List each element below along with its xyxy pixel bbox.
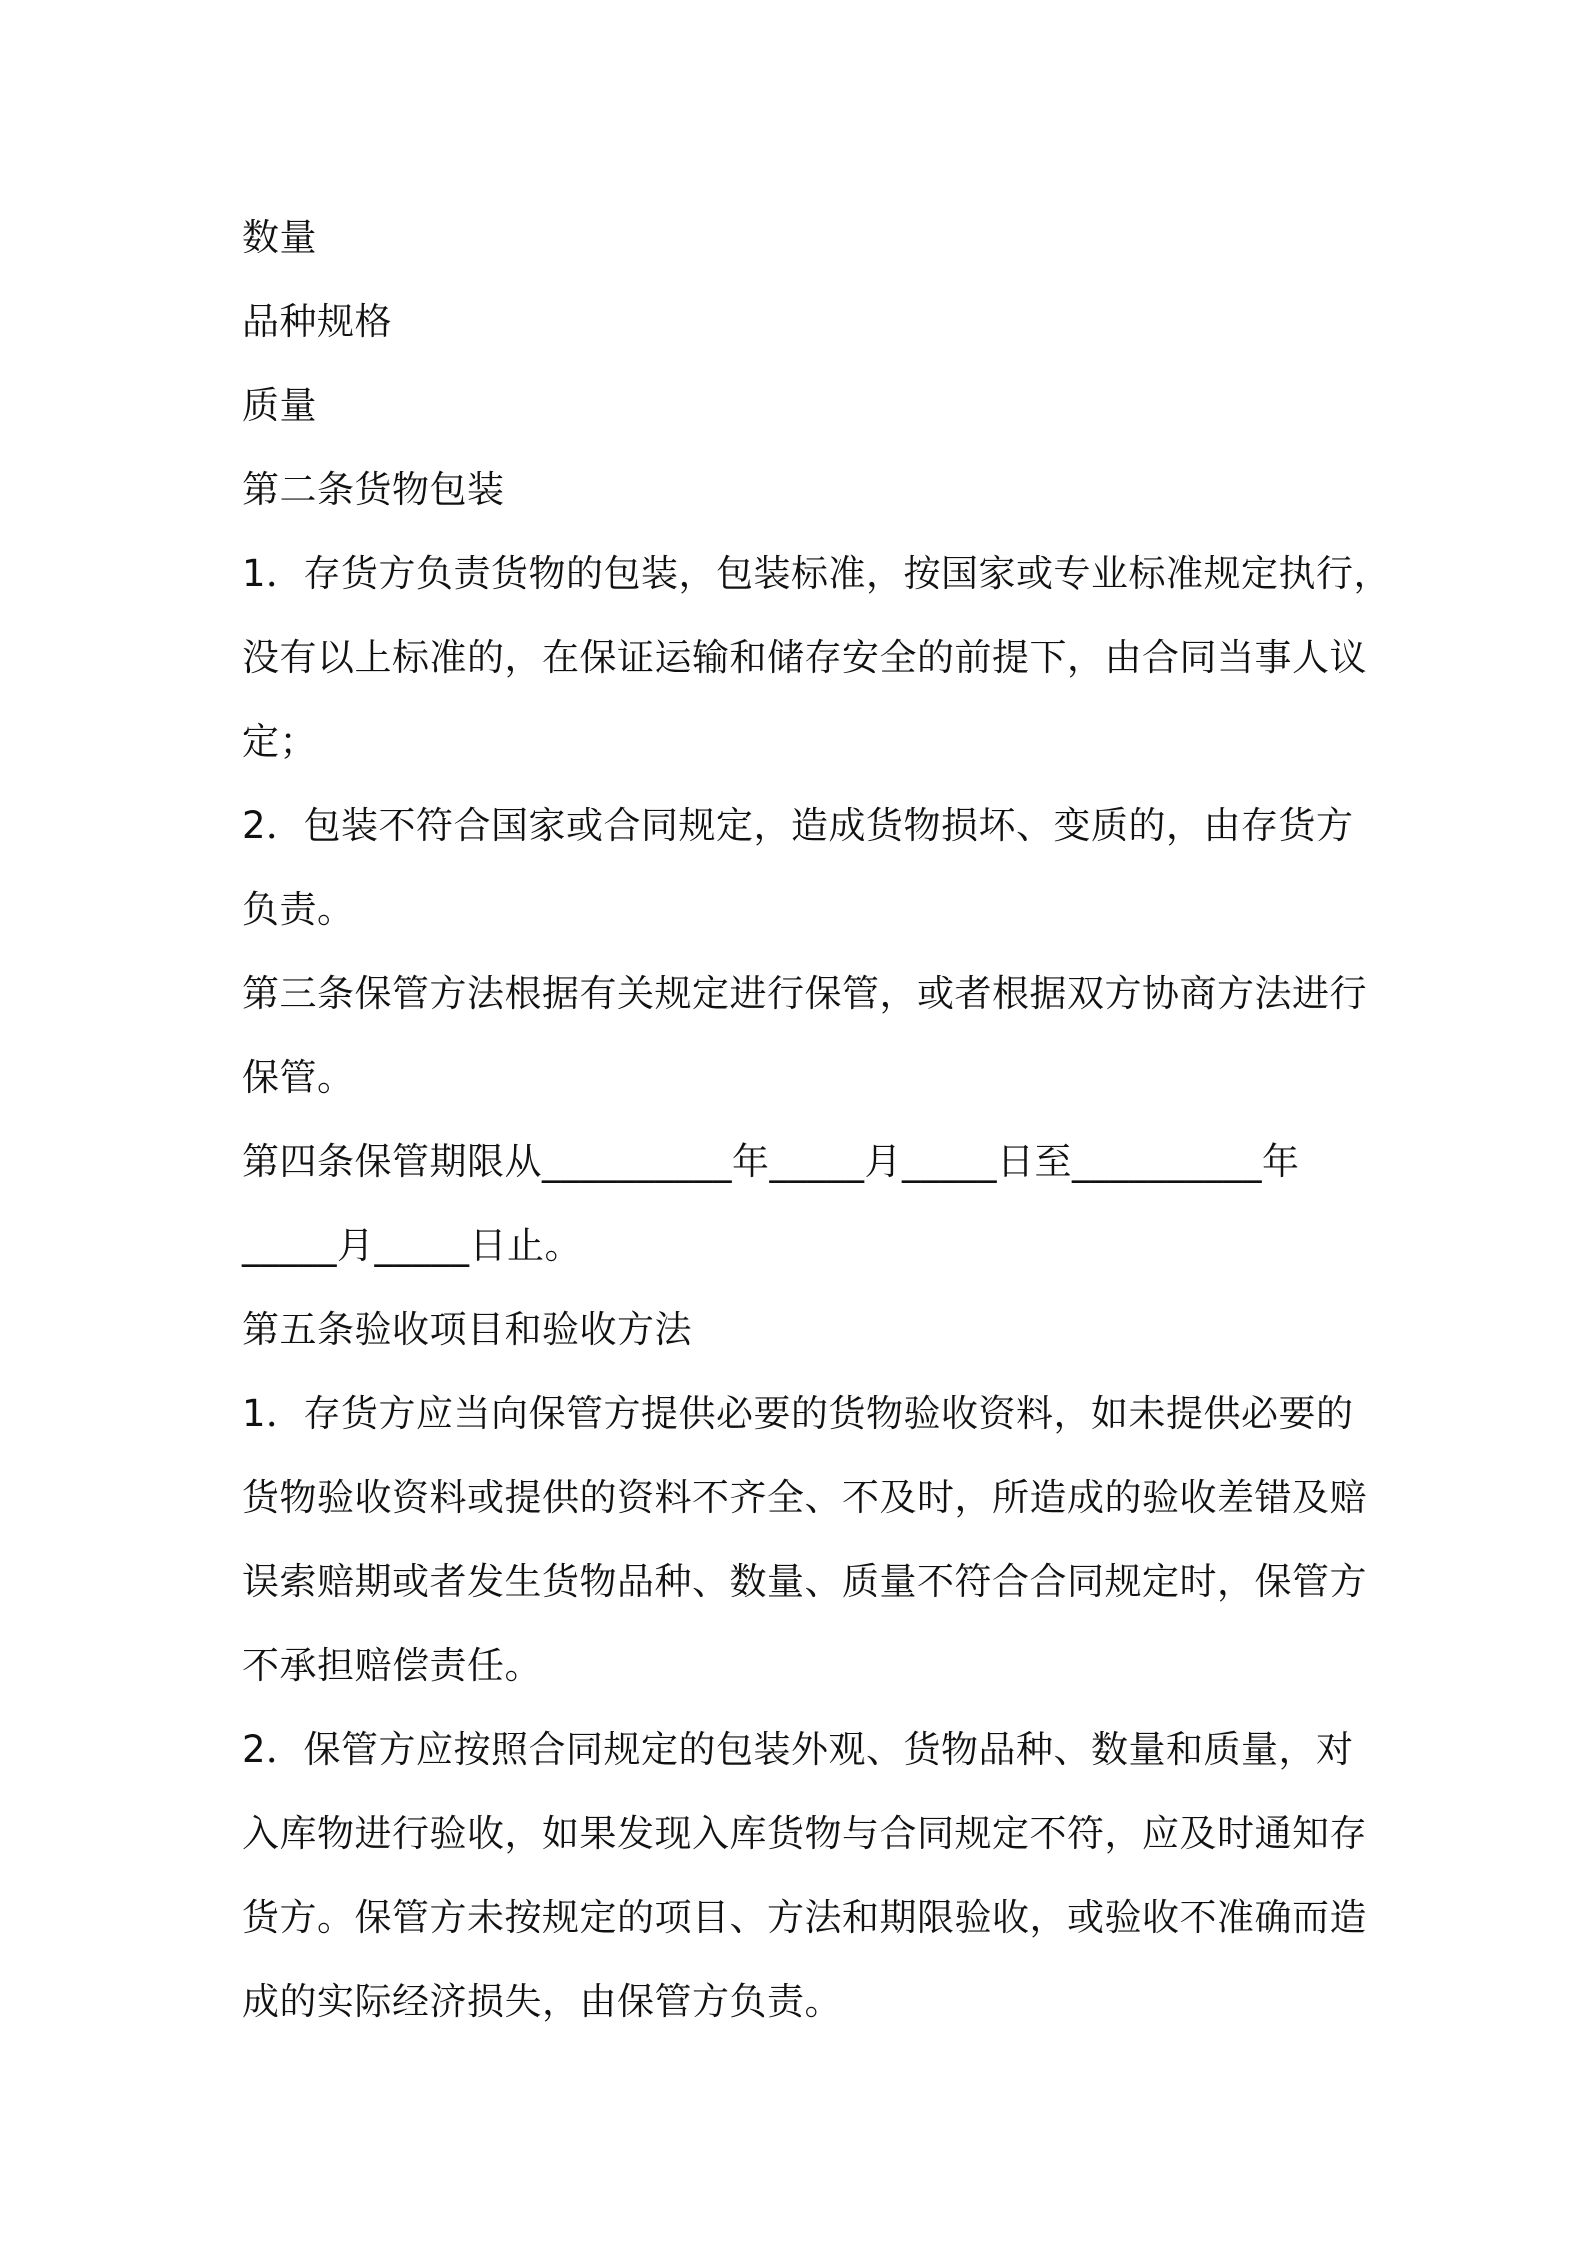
paragraph-line: 成的实际经济损失，由保管方负责。 <box>242 1980 842 2023</box>
paragraph-line: 保管。 <box>242 1056 355 1099</box>
paragraph-line: 入库物进行验收，如果发现入库货物与合同规定不符，应及时通知存 <box>242 1812 1367 1855</box>
article-3-line: 第三条保管方法根据有关规定进行保管，或者根据双方协商方法进行 <box>242 972 1367 1015</box>
paragraph-line: 1．存货方负责货物的包装，包装标准，按国家或专业标准规定执行， <box>242 552 1392 595</box>
document-page <box>242 196 1392 2044</box>
paragraph-line: 货方。保管方未按规定的项目、方法和期限验收，或验收不准确而造 <box>242 1896 1367 1939</box>
paragraph-line: 定； <box>242 720 317 763</box>
paragraph-line: 2．包装不符合国家或合同规定，造成货物损坏、变质的，由存货方 <box>242 804 1354 847</box>
paragraph-line: 1．存货方应当向保管方提供必要的货物验收资料，如未提供必要的 <box>242 1392 1354 1435</box>
paragraph-line: 负责。 <box>242 888 355 931</box>
article-2-heading: 第二条货物包装 <box>242 468 505 511</box>
paragraph-line: 没有以上标准的，在保证运输和储存安全的前提下，由合同当事人议 <box>242 636 1367 679</box>
paragraph-line: 不承担赔偿责任。 <box>242 1644 542 1687</box>
text-line-quality: 质量 <box>242 384 317 427</box>
paragraph-line: 货物验收资料或提供的资料不齐全、不及时，所造成的验收差错及赔 <box>242 1476 1367 1519</box>
article-5-heading: 第五条验收项目和验收方法 <box>242 1308 692 1351</box>
paragraph-line: 2．保管方应按照合同规定的包装外观、货物品种、数量和质量，对 <box>242 1728 1354 1771</box>
paragraph-line: _____月_____日止。 <box>242 1224 582 1267</box>
text-line-quantity: 数量 <box>242 216 317 259</box>
paragraph-line: 误索赔期或者发生货物品种、数量、质量不符合合同规定时，保管方 <box>242 1560 1367 1603</box>
article-4-line: 第四条保管期限从__________年_____月_____日至__________年 <box>242 1140 1300 1183</box>
text-line-variety-spec: 品种规格 <box>242 300 392 343</box>
